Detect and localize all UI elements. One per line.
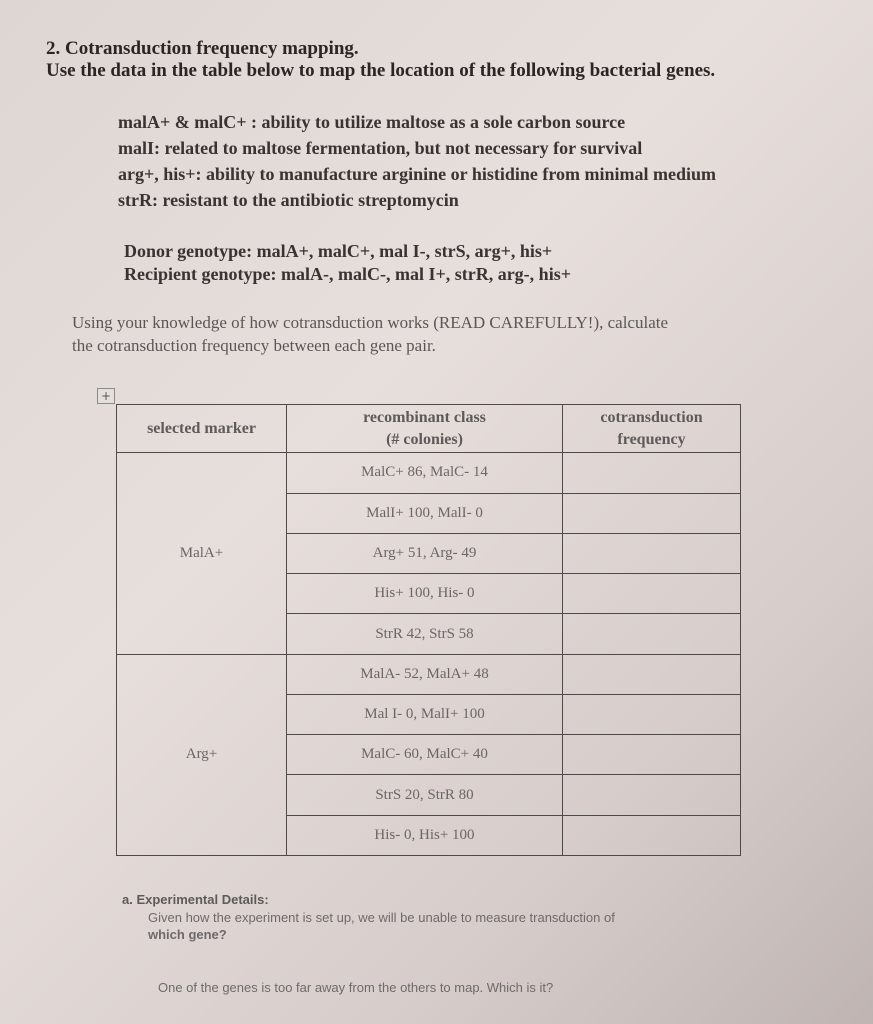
frequency-cell[interactable] [563,775,741,815]
frequency-cell[interactable] [563,654,741,694]
instructions-line: Using your knowledge of how cotransduction works (READ CAREFULLY!), calculate [72,313,669,332]
frequency-cell[interactable] [563,453,741,493]
gene-description: strR: resistant to the antibiotic streptomycin [118,190,459,210]
frequency-cell[interactable] [563,694,741,734]
selected-marker-arg: Arg+ [117,654,287,855]
recombinant-class-cell: MalC+ 86, MalC- 14 [287,453,563,493]
recombinant-class-cell: His+ 100, His- 0 [287,574,563,614]
frequency-cell[interactable] [563,533,741,573]
recombinant-class-cell: His- 0, His+ 100 [287,815,563,855]
cotransduction-table [116,404,741,856]
header-cotransduction-frequency: cotransduction frequency [563,405,741,453]
header-recombinant-class: recombinant class (# colonies) [287,405,563,453]
frequency-cell[interactable] [563,574,741,614]
selected-marker-mala: MalA+ [117,453,287,654]
recombinant-class-cell: Mal I- 0, MalI+ 100 [287,694,563,734]
question-title: 2. Cotransduction frequency mapping. [46,38,359,59]
instructions-line: the cotransduction frequency between each gene pair. [72,336,436,355]
followup-question-line: which gene? [148,927,227,942]
question-intro: Use the data in the table below to map the location of the following bacterial genes. [46,60,716,81]
recombinant-class-cell: MalC- 60, MalC+ 40 [287,735,563,775]
gene-description: malA+ & malC+ : ability to utilize maltose as a sole carbon source [118,112,626,132]
gene-description: malI: related to maltose fermentation, but not necessary for survival [118,138,643,158]
recombinant-class-cell: MalA- 52, MalA+ 48 [287,654,563,694]
recombinant-class-cell: MalI+ 100, MalI- 0 [287,493,563,533]
table-move-handle-icon[interactable]: + [97,388,115,404]
frequency-cell[interactable] [563,815,741,855]
gene-description: arg+, his+: ability to manufacture arginine or histidine from minimal medium [118,164,717,184]
recipient-genotype: Recipient genotype: malA-, malC-, mal I+, strR, arg-, his+ [124,264,571,284]
table-row [117,453,741,493]
followup-question-line: Given how the experiment is set up, we will be unable to measure transduction of [148,910,615,925]
donor-genotype: Donor genotype: malA+, malC+, mal I-, strS, arg+, his+ [124,241,553,261]
recombinant-class-cell: StrS 20, StrR 80 [287,775,563,815]
recombinant-class-cell: StrR 42, StrS 58 [287,614,563,654]
frequency-cell[interactable] [563,493,741,533]
frequency-cell[interactable] [563,735,741,775]
table-row [117,654,741,694]
followup-label: a. Experimental Details: [122,892,269,907]
recombinant-class-cell: Arg+ 51, Arg- 49 [287,533,563,573]
frequency-cell[interactable] [563,614,741,654]
header-selected-marker: selected marker [117,405,287,453]
followup-question-2: One of the genes is too far away from the others to map. Which is it? [158,980,554,995]
